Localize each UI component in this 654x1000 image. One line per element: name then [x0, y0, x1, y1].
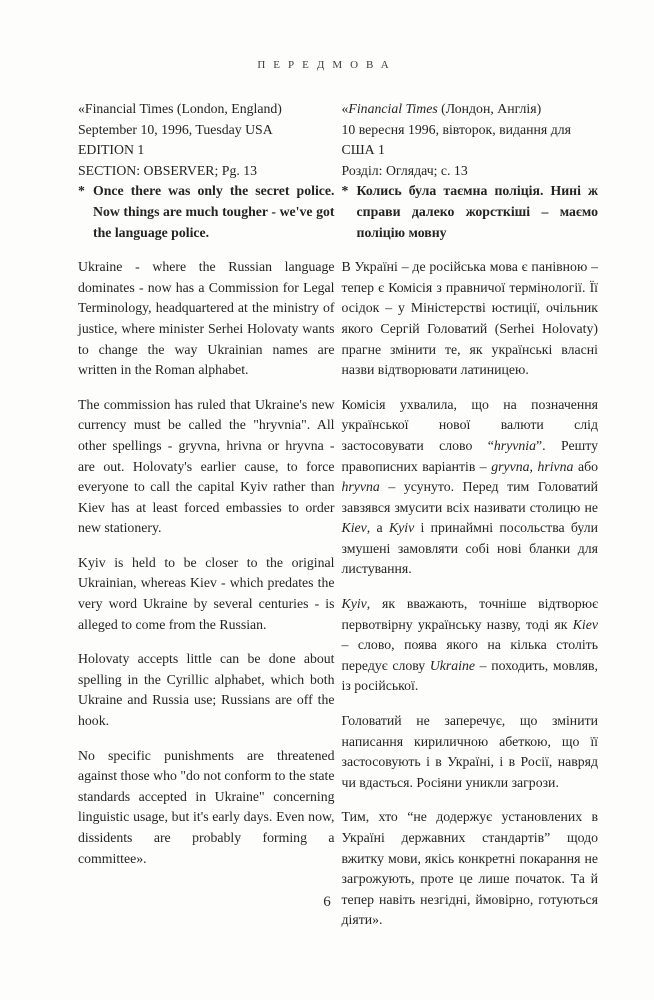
text-segment: The commission has ruled that Ukraine's new currency must be called the "hryvnia". All other spellings - gryvna, hrivna or hryvna - are out. Holovaty's earlier cause, to force everyone to call the capital Kyiv rather than Kiev has at least forced embassies to order new stationery. — [78, 396, 335, 536]
text-segment: ”. Решту правописних варіантів – — [341, 437, 598, 474]
text-segment: – походить, мовляв, із російської. — [341, 657, 599, 694]
citation-line — [78, 140, 335, 161]
text-segment: Комісія ухвалила, що на позначення української нової валюти слід застосовувати слово “ — [341, 396, 598, 453]
citation-block — [78, 99, 335, 181]
column-english — [78, 99, 335, 945]
text-segment: – слово, поява якого на кілька століть передує слову — [341, 637, 598, 673]
citation-line — [342, 161, 599, 182]
text-segment: gryvna — [491, 458, 530, 474]
text-segment: Ukraine — [429, 657, 476, 673]
text-segment: Kiev — [341, 520, 367, 536]
headline-bullet — [78, 181, 335, 243]
text-segment: , — [529, 458, 538, 474]
text-segment: – усунуто. Перед тим Головатий завзявся змусити всіх називати столицю не — [341, 479, 598, 515]
paragraph — [342, 257, 599, 381]
paragraph — [78, 553, 335, 635]
paragraph — [78, 395, 335, 539]
text-segment: 10 вересня 1996, вівторок, видання для — [341, 121, 571, 137]
headline-text — [357, 181, 599, 243]
citation-line — [342, 140, 599, 161]
text-segment: hrivna — [537, 458, 574, 474]
text-segment: Головатий не заперечує, що змінити написання кириличною абеткою, що її застосовують і в Україні, і в Росії, навряд чи вдасться. Росіяни уникли загрози. — [341, 713, 598, 790]
text-segment: Holovaty accepts little can be done about spelling in the Cyrillic alphabet, which both Ukraine and Russia use; Russians are off the hook. — [78, 651, 335, 729]
text-segment: Kyiv — [341, 596, 367, 612]
headline-text — [93, 181, 335, 243]
paragraph — [78, 257, 335, 381]
text-segment: , а — [366, 520, 389, 536]
text-segment: (Лондон, Англія) — [437, 101, 542, 116]
paragraph — [78, 746, 335, 870]
text-segment: Колись була таємна поліція. Нині ж справи далеко жорсткіші – маємо поліцію мовну — [356, 183, 598, 240]
text-segment: hryvnia — [493, 437, 537, 453]
paragraph — [78, 649, 335, 731]
paragraph — [342, 594, 599, 697]
text-segment: або — [573, 458, 598, 474]
asterisk-marker: * — [78, 183, 85, 199]
two-column-layout — [78, 99, 598, 945]
text-segment: Розділ: Оглядач; с. 13 — [341, 162, 468, 178]
citation-line — [342, 99, 599, 120]
citation-line — [78, 99, 335, 120]
headline-bullet — [342, 181, 599, 243]
text-segment: , як вважають, точніше відтворює первотвірну українську назву, тоді як — [341, 596, 598, 632]
text-segment: « — [341, 101, 349, 116]
citation-block — [342, 99, 599, 181]
text-segment: В Україні – де російська мова є панівною – тепер є Комісія з правничої термінології. Її осідок – у Міністерстві юстиції, очільник якого Сергій Головатий (Serhei Holovaty) прагне змінити те, як українські власні назви відтворювати латиницею. — [341, 259, 598, 378]
text-segment: Тим, хто “не додержує установлених в Україні державних стандартів” щодо вжитку мови, якісь конкретні покарання не загрожують, проте це лише початок. Та й тепер навіть незгідні, ймовірно, готуються діяти». — [341, 809, 598, 928]
paragraph — [342, 807, 599, 931]
text-segment: SECTION: OBSERVER; Pg. 13 — [78, 162, 258, 178]
page-number: 6 — [323, 894, 331, 910]
text-segment: Kyiv — [388, 520, 415, 536]
text-segment: September 10, 1996, Tuesday USA — [78, 121, 273, 137]
page-header: ПЕРЕДМОВА — [257, 59, 397, 71]
paragraph — [342, 395, 599, 580]
citation-line — [342, 120, 599, 141]
text-segment: Financial Times — [348, 101, 438, 116]
text-segment: Ukraine - where the Russian language dominates - now has a Commission for Legal Terminology, headquartered at the ministry of justice, where minister Serhei Holovaty wants to change the way Ukrainian names are written in the Roman alphabet. — [78, 259, 335, 378]
text-segment: Kiev — [572, 616, 598, 632]
text-segment: hryvna — [341, 479, 380, 495]
text-segment: «Financial Times (London, England) — [78, 101, 282, 116]
text-segment: Once there was only the secret police. Now things are much tougher - we've got the language police. — [93, 183, 335, 240]
text-segment: No specific punishments are threatened against those who "do not conform to the state standards accepted in Ukraine" concerning linguistic usage, but it's early days. Even now, dissidents are probably forming a committee». — [78, 747, 335, 866]
text-segment: EDITION 1 — [78, 142, 145, 158]
column-ukrainian — [342, 99, 599, 945]
text-segment: і принаймні посольства були змушені замовляти собі нові бланки для листування. — [341, 520, 598, 577]
citation-line — [78, 120, 335, 141]
asterisk-marker: * — [341, 183, 349, 199]
paragraph — [342, 711, 599, 793]
citation-line — [78, 161, 335, 182]
text-segment: Kyiv is held to be closer to the original Ukrainian, whereas Kiev - which predates the very word Ukraine by several centuries - is alleged to come from the Russian. — [78, 554, 335, 632]
text-segment: США 1 — [341, 142, 385, 158]
